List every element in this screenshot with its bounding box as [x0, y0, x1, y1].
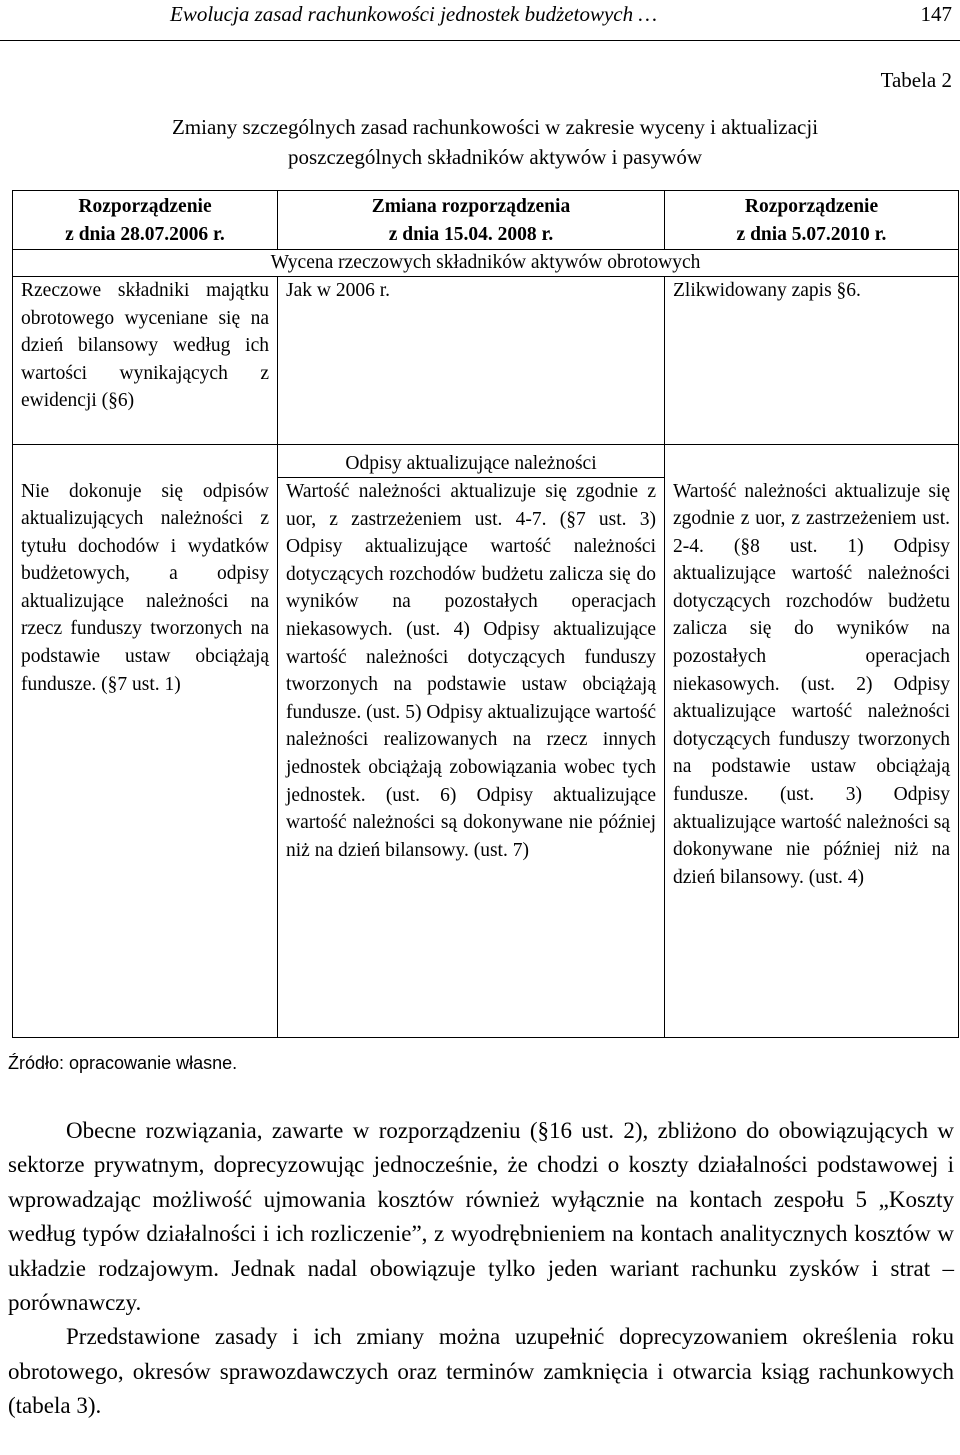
running-title: Ewolucja zasad rachunkowości jednostek budżetowych …: [170, 2, 658, 26]
table-cell: Nie dokonuje się odpisów aktualizujących należności z tytułu dochodów i wydatków budżetowych, a odpisy aktualizujące należności na rzecz funduszy tworzonych na podstawie ustaw obciążają fundusze. (§7 ust. 1): [13, 478, 278, 1038]
paragraph: Przedstawione zasady i ich zmiany można uzupełnić doprecyzowaniem określenia roku obrotowego, okresów sprawozdawczych oraz terminów zamknięcia i otwarcia ksiąg rachunkowych (tabela 3).: [8, 1324, 954, 1419]
regulations-table: [12, 190, 959, 1038]
section-title-row: [13, 445, 959, 478]
table-title: [0, 112, 960, 172]
table-header-row: [13, 191, 959, 250]
section-title-row: [13, 250, 959, 277]
page-number: 147: [920, 2, 952, 26]
table-cell: Rzeczowe składniki majątku obrotowego wyceniane się na dzień bilansowy według ich wartości wynikających z ewidencji (§6): [13, 277, 278, 445]
column-header: Rozporządzenie z dnia 5.07.2010 r.: [665, 191, 959, 250]
table-cell: Wartość należności aktualizuje się zgodnie z uor, z zastrzeżeniem ust. 4-7. (§7 ust. 3) Odpisy aktualizujące wartość należności dotyczących rozchodów budżetu zalicza się do wyników na pozostałych operacjach niekasowych. (ust. 4) Odpisy aktualizujące wartość należności dotyczących funduszy tworzonych na podstawie ustaw obciążają fundusze. (ust. 5) Odpisy aktualizujące wartość należności realizowanych na rzecz innych jednostek obciążają zobowiązania wobec tych jednostek. (ust. 6) Odpisy aktualizujące wartość należności są dokonywane nie później niż na dzień bilansowy. (ust. 7): [278, 478, 665, 1038]
body-text: [8, 1114, 954, 1424]
table-cell: Zlikwidowany zapis §6.: [665, 277, 959, 445]
table-source: Źródło: opracowanie własne.: [8, 1053, 238, 1073]
table-cell: [665, 445, 959, 478]
table-label: Tabela 2: [880, 68, 952, 92]
paragraph: Obecne rozwiązania, zawarte w rozporządzeniu (§16 ust. 2), zbliżono do obowiązujących w sektorze prywatnym, doprecyzowując jednocześnie, że chodzi o koszty działalności podstawowej i wprowadzając możliwość ujmowania kosztów również wyłącznie na kontach zespołu 5 „Koszty według typów działalności i ich rozliczenie”, z wyodrębnieniem na kontach analitycznych kosztów w układzie rodzajowym. Jednak nadal obowiązuje tylko jeden wariant rachunku zysków i strat – porównawczy.: [8, 1118, 954, 1316]
section-title: Wycena rzeczowych składników aktywów obrotowych: [13, 250, 959, 277]
table-title-line: poszczególnych składników aktywów i pasywów: [287, 145, 703, 169]
running-header: [0, 0, 960, 41]
section-title: Odpisy aktualizujące należności: [278, 445, 665, 478]
table-cell: Jak w 2006 r.: [278, 277, 665, 445]
table-title-line: Zmiany szczególnych zasad rachunkowości w zakresie wyceny i aktualizacji: [171, 115, 819, 139]
column-header: Rozporządzenie z dnia 28.07.2006 r.: [13, 191, 278, 250]
table-row: [13, 478, 959, 1038]
table-cell: [13, 445, 278, 478]
table-cell: Wartość należności aktualizuje się zgodnie z uor, z zastrzeżeniem ust. 2-4. (§8 ust. 1) Odpisy aktualizujące wartość należności dotyczących rozchodów budżetu zalicza się do wyników na pozostałych operacjach niekasowych. (ust. 2) Odpisy aktualizujące wartość należności dotyczących funduszy tworzonych na podstawie ustaw obciążają fundusze. (ust. 3) Odpisy aktualizujące wartość należności są dokonywane nie później niż na dzień bilansowy. (ust. 4): [665, 478, 959, 1038]
column-header: Zmiana rozporządzenia z dnia 15.04. 2008 r.: [278, 191, 665, 250]
table-row: [13, 277, 959, 445]
